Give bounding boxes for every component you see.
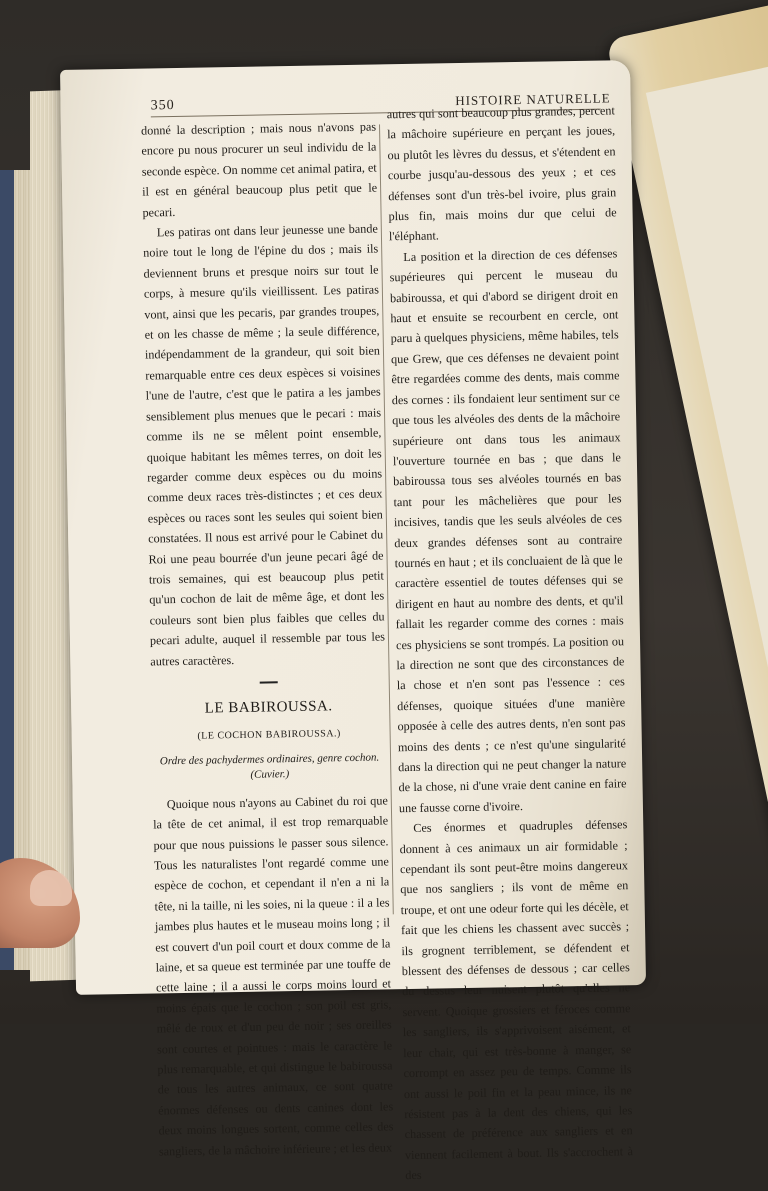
page-number: 350	[150, 98, 175, 114]
left-paragraph-1: donné la description ; mais nous n'avons pas encore pu nous procurer un seul individu de la seconde espèce. On nomme cet animal patira, et il est en général beaucoup plus petit que le pecari.	[140, 119, 378, 220]
section-subheading: (LE COCHON BABIROUSSA.)	[197, 728, 341, 743]
left-column	[141, 116, 394, 1161]
left-paragraph-2: Les patiras ont dans leur jeunesse une bande noire tout le long de l'épine du dos ; mais ils deviennent bruns et presque noirs sur tout le corps, à mesure qu'ils vieillissent. Les patiras vont, ainsi que les pecaris, par grandes troupes, et on les chasse de même ; la seule différence, indépendamment de la grandeur, qui soit bien remarquable entre ces deux espèces si voisines l'une de l'autre, c'est que le patira a les jambes sensiblement plus menues que le pecari : mais comme ils ne se mêlent point ensemble, quoique habitant les mêmes terres, on doit les regarder comme deux espèces ou du moins comme deux races très-distinctes ; et ces deux espèces ou races sont les seules qui soient bien constatées. Il nous est arrivé pour le Cabinet du Roi une peau bourrée d'un jeune pecari âgé de trois semaines, qui est beaucoup plus petit qu'un cochon de lait de même âge, et dont les couleurs sont bien plus faibles que celles du pecari adulte, auquel il ressemble par tous les autres caractères.	[143, 221, 386, 669]
right-paragraph-3: Ces énormes et quadruples défenses donnent à ces animaux un air formidable ; cependant ils sont peut-être moins dangereux que nos sangliers ; ils vont de même en troupe, et ont une odeur forte qui les décèle, et fait que les chiens les chassent avec succès ; ils grognent terriblement, se défendent et blessent des défenses de dessous ; car celles du dessus leur nuisent plutôt qu'elles ne servent. Quoique grossiers et féroces comme les sangliers, ils s'apprivoisent aisément, et leur chair, qui est très-bonne à manger, se corrompt en assez peu de temps. Comme ils ont aussi le poil fin et la peau mince, ils ne résistent pas à la dent des chiens, qui les chassent de préférence aux sangliers et en viennent facilement à bout. Ils s'accrochent à des	[399, 817, 634, 1183]
running-title: HISTOIRE NATURELLE	[455, 90, 611, 109]
animal-illustration	[756, 247, 768, 391]
right-paragraph-1: autres qui sont beaucoup plus grandes, percent la mâchoire supérieure en perçant les joues, ou plutôt les lèvres du dessus, et s'étendent en courbe jusqu'au-dessous des yeux ; et ces défenses sont d'un très-bel ivoire, plus grain plus fin, mais moins dur que celui de l'éléphant.	[386, 103, 617, 244]
book-page	[60, 60, 646, 1183]
left-paragraph-3: Quoique nous n'ayons au Cabinet du roi que la tête de cet animal, il est trop remarquable pour que nous puissions le passer sous silence. Tous les naturalistes l'ont regardé comme une espèce de cochon, et cependant il n'en a ni la tête, ni la taille, ni les soies, ni la queue : il a les jambes plus hautes et le museau moins long ; il est couvert d'un poil court et doux comme de la laine, et sa queue est terminée par une touffe de cette laine ; il a aussi le corps moins lourd et moins épais que le cochon ; son poil est gris, mêlé de roux et d'un peu de noir ; ses oreilles sont courtes et pointues : mais le caractère le plus remarquable, et qui distingue le babiroussa de tous les autres animaux, ce sont quatre énormes défenses ou dents canines dont les deux moins longues sortent, comme celles des sangliers, de la mâchoire inférieure ; et les deux	[153, 793, 394, 1159]
section-divider	[259, 681, 277, 683]
section-heading: LE BABIROUSSA.	[204, 698, 333, 717]
right-column	[387, 100, 634, 1185]
right-paragraph-2: La position et la direction de ces défenses supérieures qui percent le museau du babiroussa, et qui d'abord se dirigent droit en haut et ensuite se recourbent en cercle, ont paru à quelques physiciens, même habiles, tels que Grew, que ces défenses ne devaient point être regardées comme des dents, mais comme des cornes : ils fondaient leur sentiment sur ce que tous les alvéoles des dents de la mâchoire supérieure ont dans tous les animaux l'ouverture tournée en bas ; que dans le babiroussa tous ses alvéoles tournés en bas tant pour les mâchelières que pour les incisives, tandis que les seuls alvéoles de ces deux grandes défenses sont au contraire tournés en haut ; et ils concluaient de là que le caractère essentiel de toutes défenses qui se dirigent en haut au nombre des dents, et qu'il fallait les regarder comme des cornes : mais ces physiciens se sont trompés. La position ou la direction ne sont que des circonstances de la chose et n'en sont pas l'essence : ces défenses, quoique situées d'une manière opposée à celle des autres dents, n'en sont pas moins des dents ; ce n'est qu'une singularité dans la direction qui ne peut changer la nature de la chose, ni d'une vraie dent canine en faire une fausse corne d'ivoire.	[389, 246, 627, 816]
taxonomy-note: Ordre des pachydermes ordinaires, genre cochon. (Cuvier.)	[159, 751, 380, 781]
